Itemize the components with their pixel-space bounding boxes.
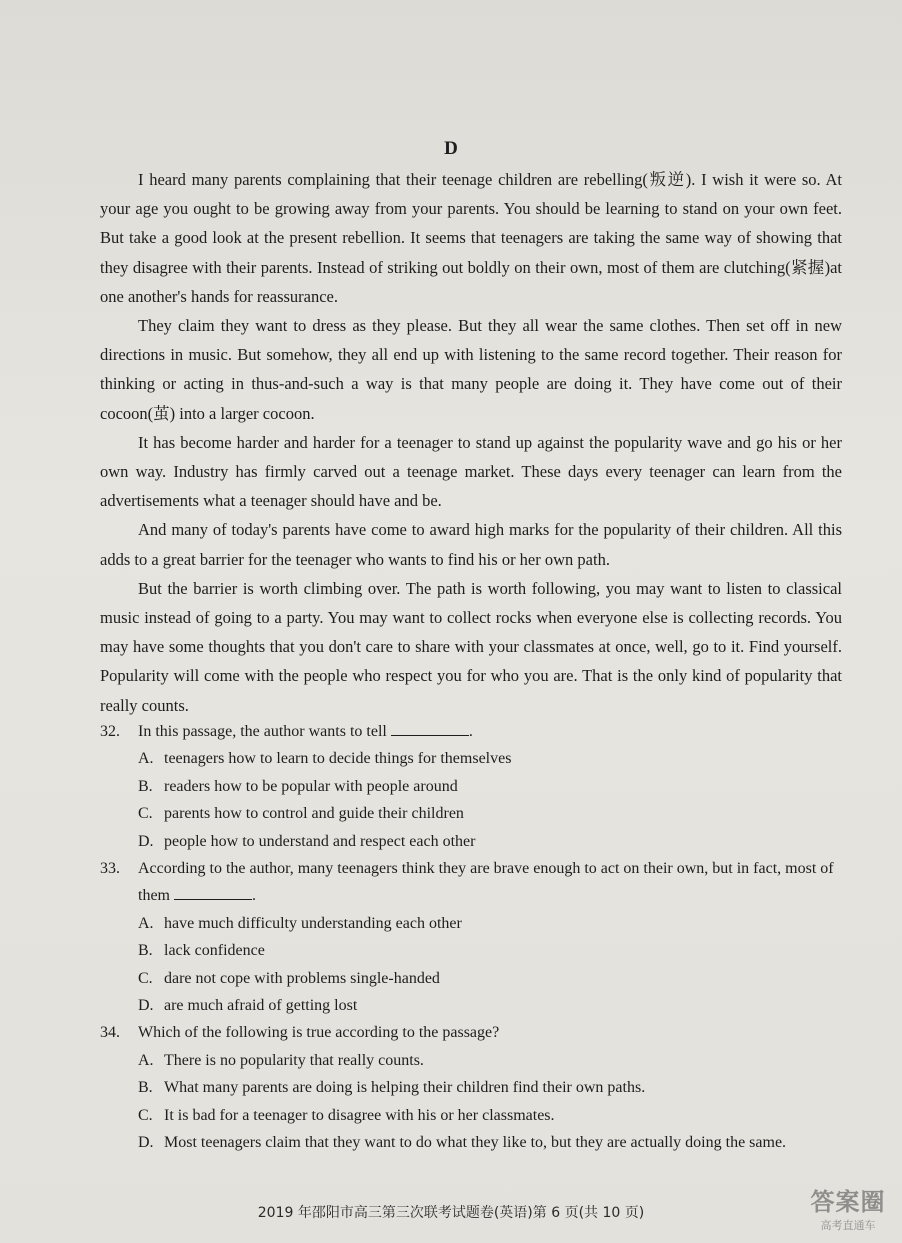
question-number: 34. xyxy=(100,1024,120,1042)
reading-passage xyxy=(100,165,842,720)
question-33: 33. According to the author, many teenagers think they are brave enough to act on their own, but in fact, most of them . A. have much difficulty understanding each other B. lack confidence C. dare not cope with problems single-handed D. are much afraid of getting lost xyxy=(100,855,842,1019)
option-b: B. readers how to be popular with people around xyxy=(138,777,458,795)
passage-paragraph-3: It has become harder and harder for a teenager to stand up against the popularity wave and go his or her own way. Industry has firmly carved out a teenage market. These days every teenager can learn from the advertisements what a teenager should have and be. xyxy=(100,432,842,511)
question-number: 33. xyxy=(100,860,120,878)
option-list xyxy=(100,745,842,855)
option-list xyxy=(100,910,842,1020)
option-list xyxy=(100,1047,842,1157)
passage-paragraph-4: And many of today's parents have come to award high marks for the popularity of their children. All this adds to a great barrier for the teenager who wants to find his or her own path. xyxy=(100,520,842,569)
option-d: D. Most teenagers claim that they want to do what they like to, but they are actually doing the same. xyxy=(138,1134,787,1152)
question-stem: In this passage, the author wants to tell xyxy=(138,723,387,740)
watermark-logo xyxy=(808,1182,888,1233)
option-b: B. lack confidence xyxy=(138,942,265,960)
option-d: D. are much afraid of getting lost xyxy=(138,997,358,1015)
option-d: D. people how to understand and respect each other xyxy=(138,832,476,850)
answer-blank xyxy=(391,721,469,736)
question-32: 32. In this passage, the author wants to tell . A. teenagers how to learn to decide things for themselves B. readers how to be popular with people around C. parents how to control and guide their children D. people how to understand and respect each other xyxy=(100,718,842,855)
passage-paragraph-5: But the barrier is worth climbing over. The path is worth following, you may want to listen to classical music instead of going to a party. You may want to collect rocks when everyone else is collecting records. You may have some thoughts that you don't care to share with your classmates at once, well, go to it. Find yourself. Popularity will come with the people who respect you for who you are. That is the only kind of popularity that really counts. xyxy=(100,578,842,715)
passage-paragraph-1: I heard many parents complaining that their teenage children are rebelling(叛逆). I wish it were so. At your age you ought to be growing away from your parents. You should be learning to stand on your own feet. But take a good look at the present rebellion. It seems that teenagers are taking the same way of showing that they disagree with their parents. Instead of striking out boldly on their own, most of them are clutching(紧握)at one another's hands for reassurance. xyxy=(100,170,842,306)
option-c: C. parents how to control and guide their children xyxy=(138,805,464,823)
option-a: A. teenagers how to learn to decide things for themselves xyxy=(138,750,512,768)
page-footer: 2019 年邵阳市高三第三次联考试题卷(英语)第 6 页(共 10 页) xyxy=(257,1205,645,1221)
passage-paragraph-2: They claim they want to dress as they please. But they all wear the same clothes. Then set off in new directions in music. But somehow, they all end up with listening to the same record together. Their reason for thinking or acting in thus-and-such a way is that many people are doing it. They have come out of their cocoon(茧) into a larger cocoon. xyxy=(100,316,842,423)
question-stem: Which of the following is true according to the passage? xyxy=(138,1024,500,1042)
option-c: C. It is bad for a teenager to disagree with his or her classmates. xyxy=(138,1106,555,1124)
question-34 xyxy=(100,1019,842,1156)
section-heading: D xyxy=(444,138,458,159)
question-stem: According to the author, many teenagers think they are brave enough to act on their own, but in fact, most of them xyxy=(138,860,834,905)
question-list xyxy=(100,718,842,1157)
option-a: A. have much difficulty understanding each other xyxy=(138,914,462,932)
watermark-title: 答案圈 xyxy=(810,1188,886,1216)
option-a: A. There is no popularity that really counts. xyxy=(138,1051,424,1069)
answer-blank xyxy=(174,885,252,900)
option-c: C. dare not cope with problems single-handed xyxy=(138,969,440,987)
option-b: B. What many parents are doing is helping their children find their own paths. xyxy=(138,1079,646,1097)
watermark-subtitle: 高考直通车 xyxy=(820,1219,876,1232)
question-number: 32. xyxy=(100,723,120,740)
